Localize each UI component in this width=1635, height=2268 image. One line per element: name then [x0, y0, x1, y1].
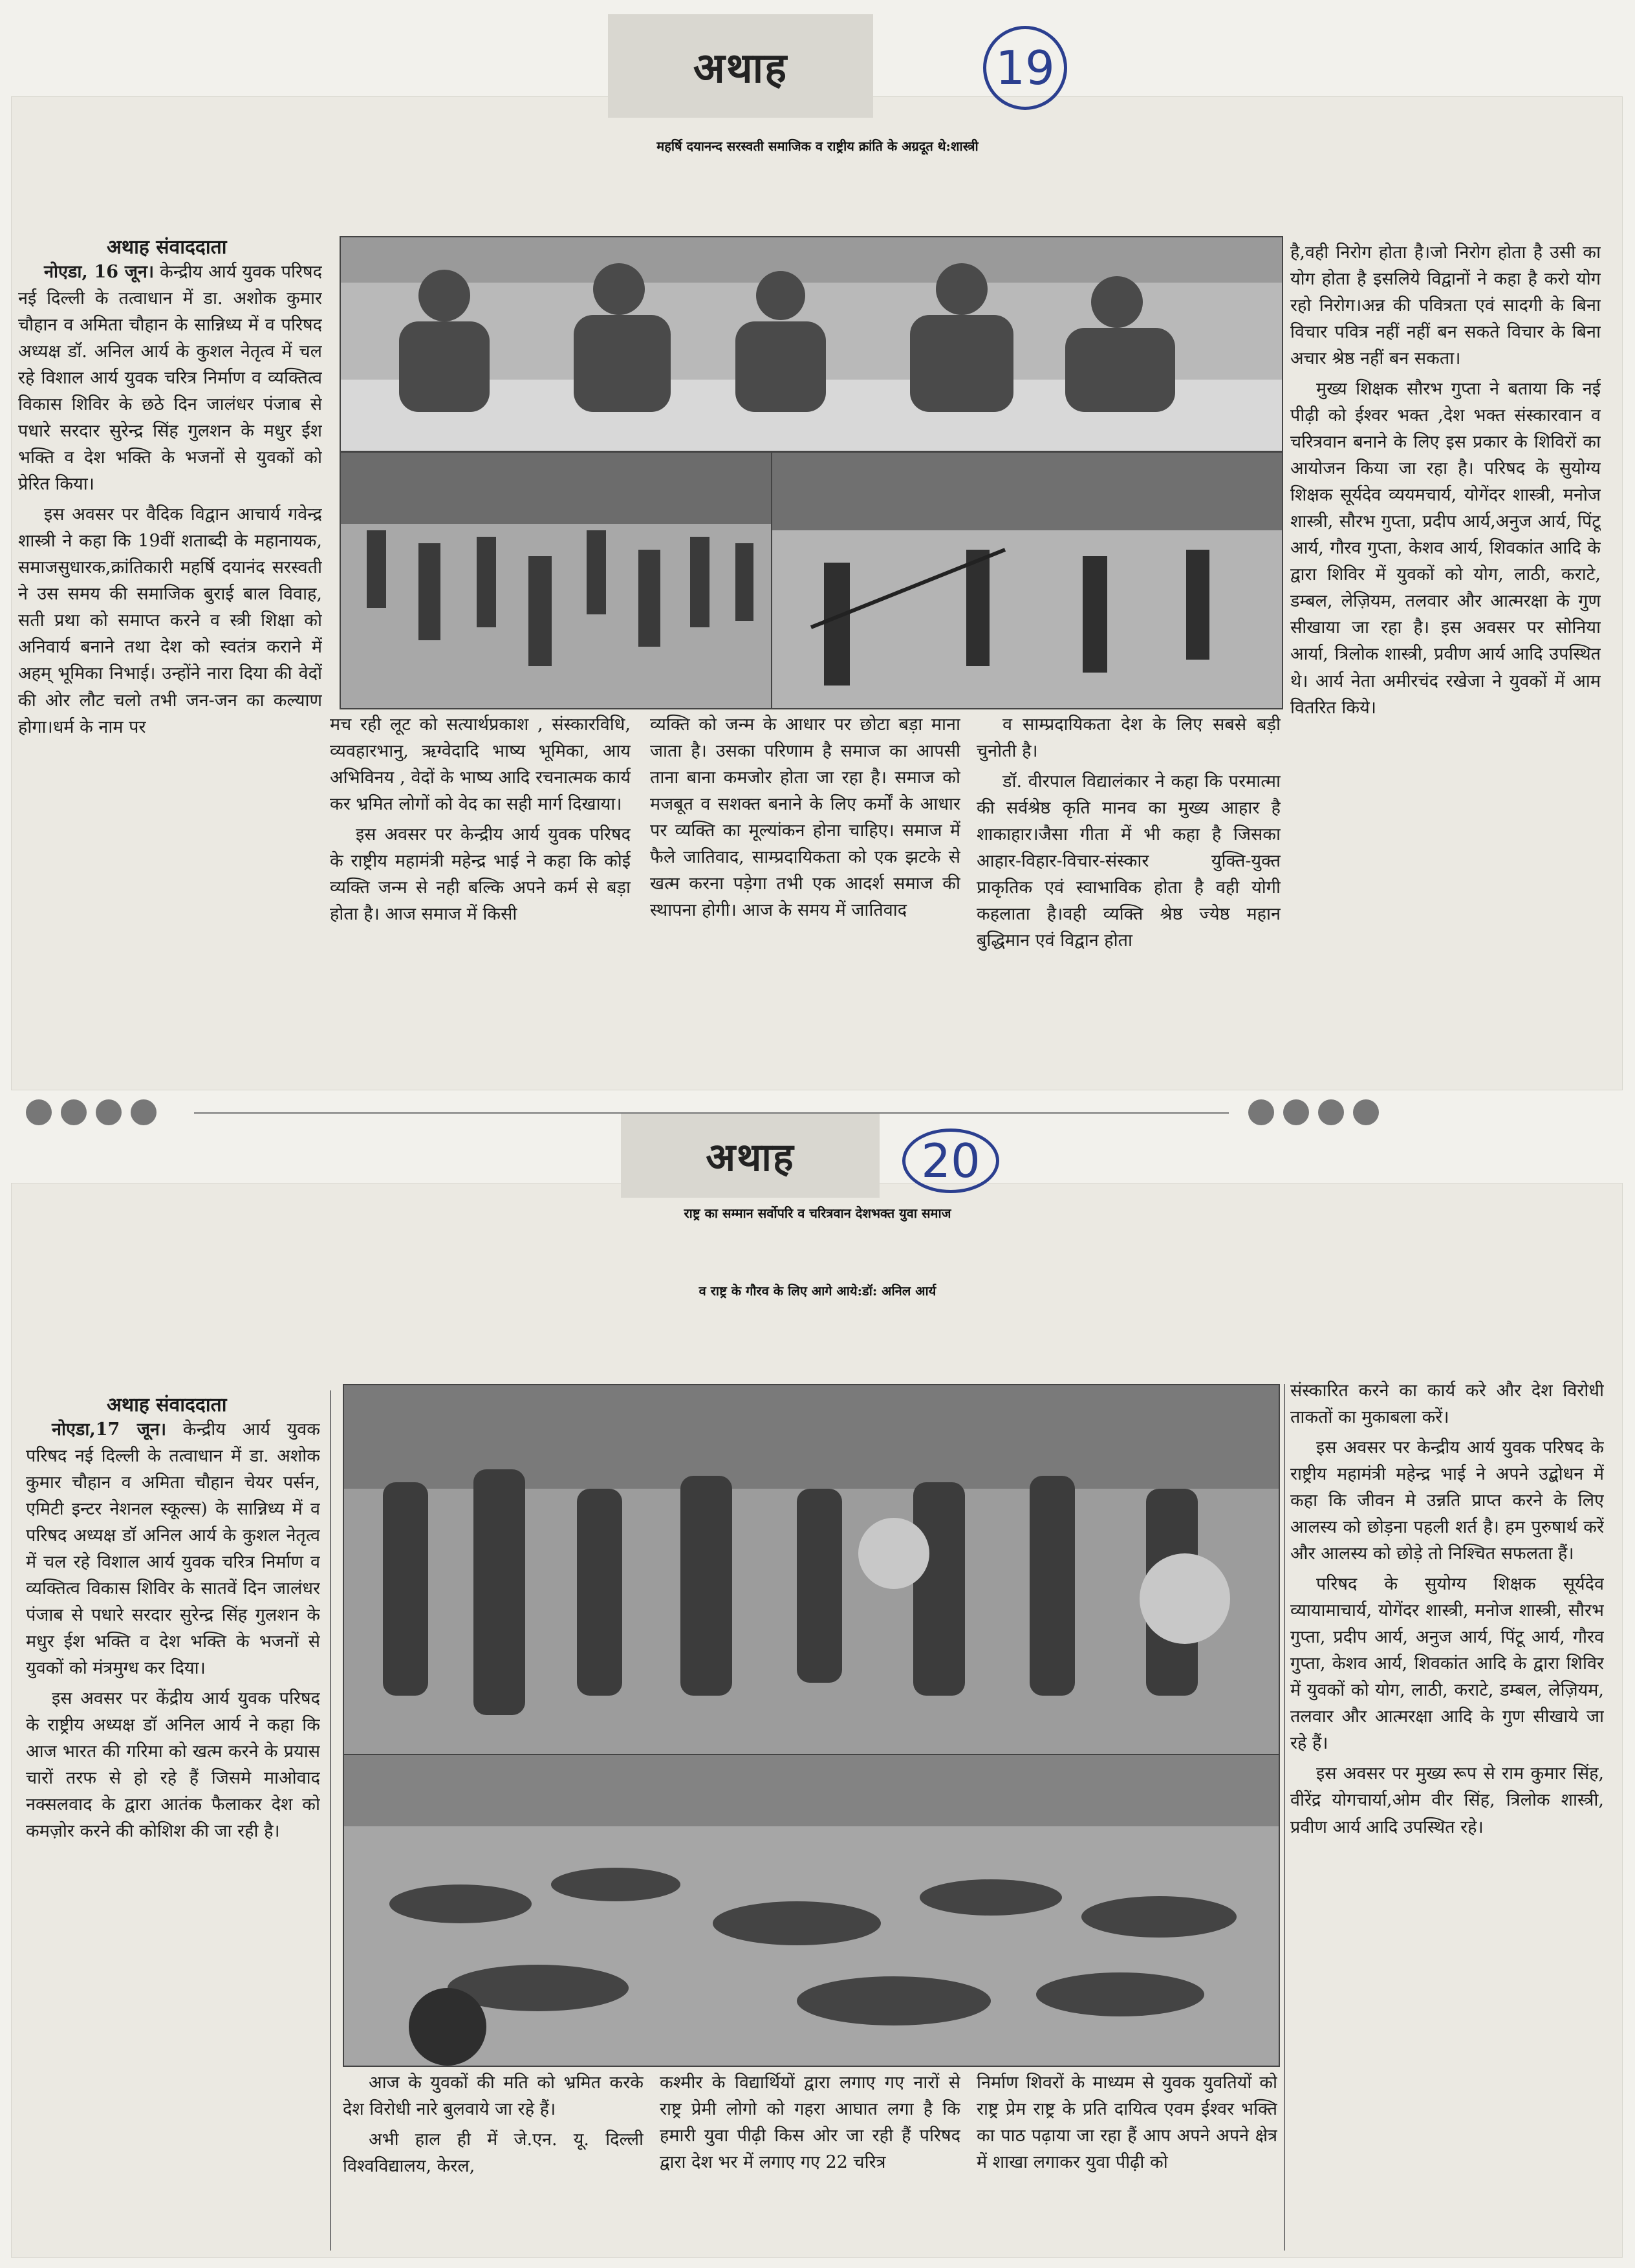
dotted-divider-top-left	[26, 1099, 157, 1125]
col4-para1: व साम्प्रदायिकता देश के लिए सबसे बड़ी चुनोती है।	[977, 715, 1281, 762]
col2-para1: मच रही लूट को सत्यार्थप्रकाश , संस्कारविधि, व्यवहारभानु, ऋग्वेदादि भाष्य भूमिका, आय अभिविनय , वेदों के भाष्य आदि रचनात्मक कार्य कर भ्रमित लोगों को वेद का सही मार्ग दिखाया।	[330, 715, 631, 815]
col1-para2: इस अवसर पर वैदिक विद्वान आचार्य गवेन्द्र शास्त्री ने कहा कि 19वीं शताब्दी के महानायक, समाजसुधारक,क्रांतिकारी महर्षि दयानंद सरस्वती ने उस समय की समाजिक बुराई बाल विवाह, सती प्रथा को समाप्त करने व स्त्री शिक्षा को अनिवार्य बनाने तथा देश को स्वतंत्र कराने में अहम् भूमिका निभाई। उन्होंने नारा दिया की वेदों की ओर लौट चलो तभी जन-जन का कल्याण होगा।धर्म के नाम पर	[18, 504, 322, 737]
col5b-para2: इस अवसर पर केन्द्रीय आर्य युवक परिषद के राष्ट्रीय महामंत्री महेन्द्र भाई ने अपने उद्बोधन में कहा कि जीवन मे उन्नति प्राप्त करने के लिए आलस्य को छोड़ना पहली शर्त है। हम पुरुषार्थ करें और आलस्य को छोड़े तो निश्चित सफलता हैं।	[1290, 1438, 1604, 1564]
col1b-para1: केन्द्रीय आर्य युवक परिषद नई दिल्ली के तत्वाधान में डा. अशोक कुमार चौहान व अमिता चौहान चेयर पर्सन, एमिटी इन्टर नेशनल स्कूल्स) के सान्निध्य में व परिषद अध्यक्ष डॉ अनिल आर्य के कुशल नेतृत्व में चल रहे विशाल आर्य युवक चरित्र निर्माण व व्यक्तित्व विकास शिविर के सातवें दिन जालंधर पंजाब से पधारे सरदार सुरेन्द्र सिंह गुलशन के मधुर ईश भक्ति व देश भक्ति के भजनों से युवकों को मंत्रमुग्ध कर दिया।	[26, 1420, 320, 1679]
col5-para1: है,वही निरोग होता है।जो निरोग होता है उसी का योग होता है इसलिये विद्वानों ने कहा है करो योग रहो निरोग।अन्न की पवित्रता एवं सादगी के बिना विचार पवित्र नहीं नहीं बन सकते विचार के बिना अचार श्रेष्ठ नहीं बन सकता।	[1290, 243, 1601, 369]
photo-drill-left	[340, 451, 772, 709]
column-4-bottom	[977, 2069, 1277, 2257]
column-1-bottom	[26, 1416, 320, 2251]
headline-bottom-line1: राष्ट्र का सम्मान सर्वोपरि व चरित्रवान देशभक्त युवा समाज	[684, 1205, 951, 1221]
headline-bottom-line2: व राष्ट्र के गौरव के लिए आगे आये:डॉ: अनिल आर्य	[698, 1283, 937, 1299]
page-number-top: 19	[983, 26, 1067, 110]
col3b-para1: कश्मीर के विद्यार्थियों द्वारा लगाए गए नारों से राष्ट्र प्रेमी लोगो को गहरा आघात लगा है कि हमारी युवा पीढ़ी किस ओर जा रही हैं परिषद द्वारा देश भर में लगाए गए 22 चरित्र	[660, 2073, 960, 2173]
dateline-top: नोएडा, 16 जून।	[44, 262, 155, 282]
col3-para1: व्यक्ति को जन्म के आधार पर छोटा बड़ा माना जाता है। उसका परिणाम है समाज का आपसी ताना बाना कमजोर होता जा रहा है। समाज को मजबूत व सशक्त बनाने के लिए कर्मों के आधार पर व्यक्ति का मूल्यांकन होना चाहिए। समाज में फैले जातिवाद, साम्प्रदायिकता को एक झटके से खत्म करना पड़ेगा तभी एक आदर्श समाज की स्थापना होगी। आज के समय में जातिवाद	[650, 715, 960, 921]
col2b-para2: अभी हाल ही में जे.एन. यू. दिल्ली विश्वविद्यालय, केरल,	[343, 2130, 644, 2177]
column-1-top	[18, 259, 322, 1093]
headline-top: महर्षि दयानन्द सरस्वती समाजिक व राष्ट्रीय क्रांति के अग्रदूत थे:शास्त्री	[656, 138, 979, 154]
column-5-bottom	[1290, 1377, 1604, 2257]
col1-para1: केन्द्रीय आर्य युवक परिषद नई दिल्ली के तत्वाधान में डा. अशोक कुमार चौहान व अमिता चौहान के सान्निध्य में व परिषद अध्यक्ष डॉ. अनिल आर्य के कुशल नेतृत्व में चल रहे विशाल आर्य युवक चरित्र निर्माण व व्यक्तित्व विकास शिविर के छठे दिन जालंधर पंजाब से पधारे सरदार सुरेन्द्र सिंह गुलशन के मधुर ईश भक्ति व देश भक्ति के भजनों से युवकों को प्रेरित किया।	[18, 262, 322, 495]
dateline-bottom: नोएडा,17 जून।	[52, 1420, 167, 1440]
col2b-para1: आज के युवकों की मति को भ्रमित करके देश विरोधी नारे बुलवाये जा रहे हैं।	[343, 2073, 644, 2120]
masthead-top: अथाह	[608, 14, 873, 118]
col1b-para2: इस अवसर पर केंद्रीय आर्य युवक परिषद के राष्ट्रीय अध्यक्ष डॉ अनिल आर्य ने कहा कि आज भारत की गरिमा को खत्म करने के प्रयास चारों तरफ से हो रहे हैं जिसमे माओवाद नक्सलवाद के द्वारा आतंक फैलाकर देश को कमज़ोर करने की कोशिश की जा रही है।	[26, 1689, 320, 1842]
photo-dignitaries	[340, 236, 1283, 452]
col5b-para3: परिषद के सुयोग्य शिक्षक सूर्यदेव व्यायामाचार्य, योगेंदर शास्त्री, मनोज शास्त्री, सौरभ गुप्ता, प्रदीप आर्य, अनुज आर्य, पिंटू आर्य, गौरव गुप्ता, केशव आर्य, शिवकांत आदि के द्वारा शिविर में युवकों को योग, लाठी, कराटे, डम्बल, लेज़ियम, तलवार और आत्मरक्षा आदि के गुण सीखाये जा रहे हैं।	[1290, 1574, 1604, 1754]
col2-para2: इस अवसर पर केन्द्रीय आर्य युवक परिषद के राष्ट्रीय महामंत्री महेन्द्र भाई ने कहा कि कोई व्यक्ति जन्म से नही बल्कि अपने कर्म से बड़ा होता है। आज समाज में किसी	[330, 825, 631, 925]
column-3-top	[650, 711, 960, 1093]
col5-para2: मुख्य शिक्षक सौरभ गुप्ता ने बताया कि नई पीढ़ी को ईश्वर भक्त ,देश भक्त संस्कारवान व चरित्रवान बनाने के लिए इस प्रकार के शिविरों का आयोजन किया जा रहा है। परिषद के सुयोग्य शिक्षक सूर्यदेव व्ययमचार्य, योगेंदर शास्त्री, मनोज शास्त्री, सौरभ गुप्ता, प्रदीप आर्य,अनुज आर्य, पिंटू आर्य, गौरव गुप्ता, केशव आर्य, शिवकांत आदि के द्वारा शिविर में युवकों को योग, लाठी, कराटे, डम्बल, लेज़ियम, तलवार और आत्मरक्षा के गुण सीखाया जा रहा है। इस अवसर पर सोनिया आर्या, त्रिलोक शास्त्री, प्रवीण आर्य आदि उपस्थित थे। आर्य नेता अमीरचंद रखेजा ने युवकों में आम वितरित किये।	[1290, 379, 1601, 718]
photo-yoga-standing	[343, 1384, 1280, 1755]
column-divider-left-bottom	[330, 1390, 331, 2251]
column-4-top	[977, 711, 1281, 1093]
column-divider-right-bottom	[1284, 1384, 1285, 2251]
col5b-para4: इस अवसर पर मुख्य रूप से राम कुमार सिंह, वीरेंद्र योगचार्या,ओम वीर सिंह, त्रिलोक शास्त्री, प्रवीण आर्य आदि उपस्थित रहे।	[1290, 1764, 1604, 1837]
column-5-top	[1290, 239, 1601, 1093]
byline-bottom: अथाह संवाददाता	[107, 1394, 227, 1416]
photo-drill-right	[771, 451, 1283, 709]
photo-yoga-floor	[343, 1754, 1280, 2067]
column-2-bottom	[343, 2069, 644, 2257]
page-number-bottom: 20	[902, 1129, 999, 1193]
dotted-divider-top-right	[1248, 1099, 1379, 1125]
column-3-bottom	[660, 2069, 960, 2257]
col5b-para1: संस्कारित करने का कार्य करे और देश विरोधी ताकतों का मुकाबला करें।	[1290, 1381, 1604, 1428]
column-2-top	[330, 711, 631, 1093]
col4b-para1: निर्माण शिवरों के माध्यम से युवक युवतियों को राष्ट्र प्रेम राष्ट्र के प्रति दायित्व एवम ईश्वर भक्ति का पाठ पढ़ाया जा रहा हैं आप अपने अपने क्षेत्र में शाखा लगाकर युवा पीढ़ी को	[977, 2073, 1277, 2173]
byline-top: अथाह संवाददाता	[107, 236, 227, 259]
masthead-bottom: अथाह	[621, 1114, 880, 1198]
col4-para2: डॉ. वीरपाल विद्यालंकार ने कहा कि परमात्मा की सर्वश्रेष्ठ कृति मानव का मुख्य आहार है शाकाहार।जैसा गीता में भी कहा है जिसका आहार-विहार-विचार-संस्कार युक्ति-युक्त प्राकृतिक एवं स्वाभाविक होता है वही योगी कहलाता है।वही व्यक्ति श्रेष्ठ ज्येष्ठ महान बुद्धिमान एवं विद्वान होता	[977, 772, 1281, 951]
